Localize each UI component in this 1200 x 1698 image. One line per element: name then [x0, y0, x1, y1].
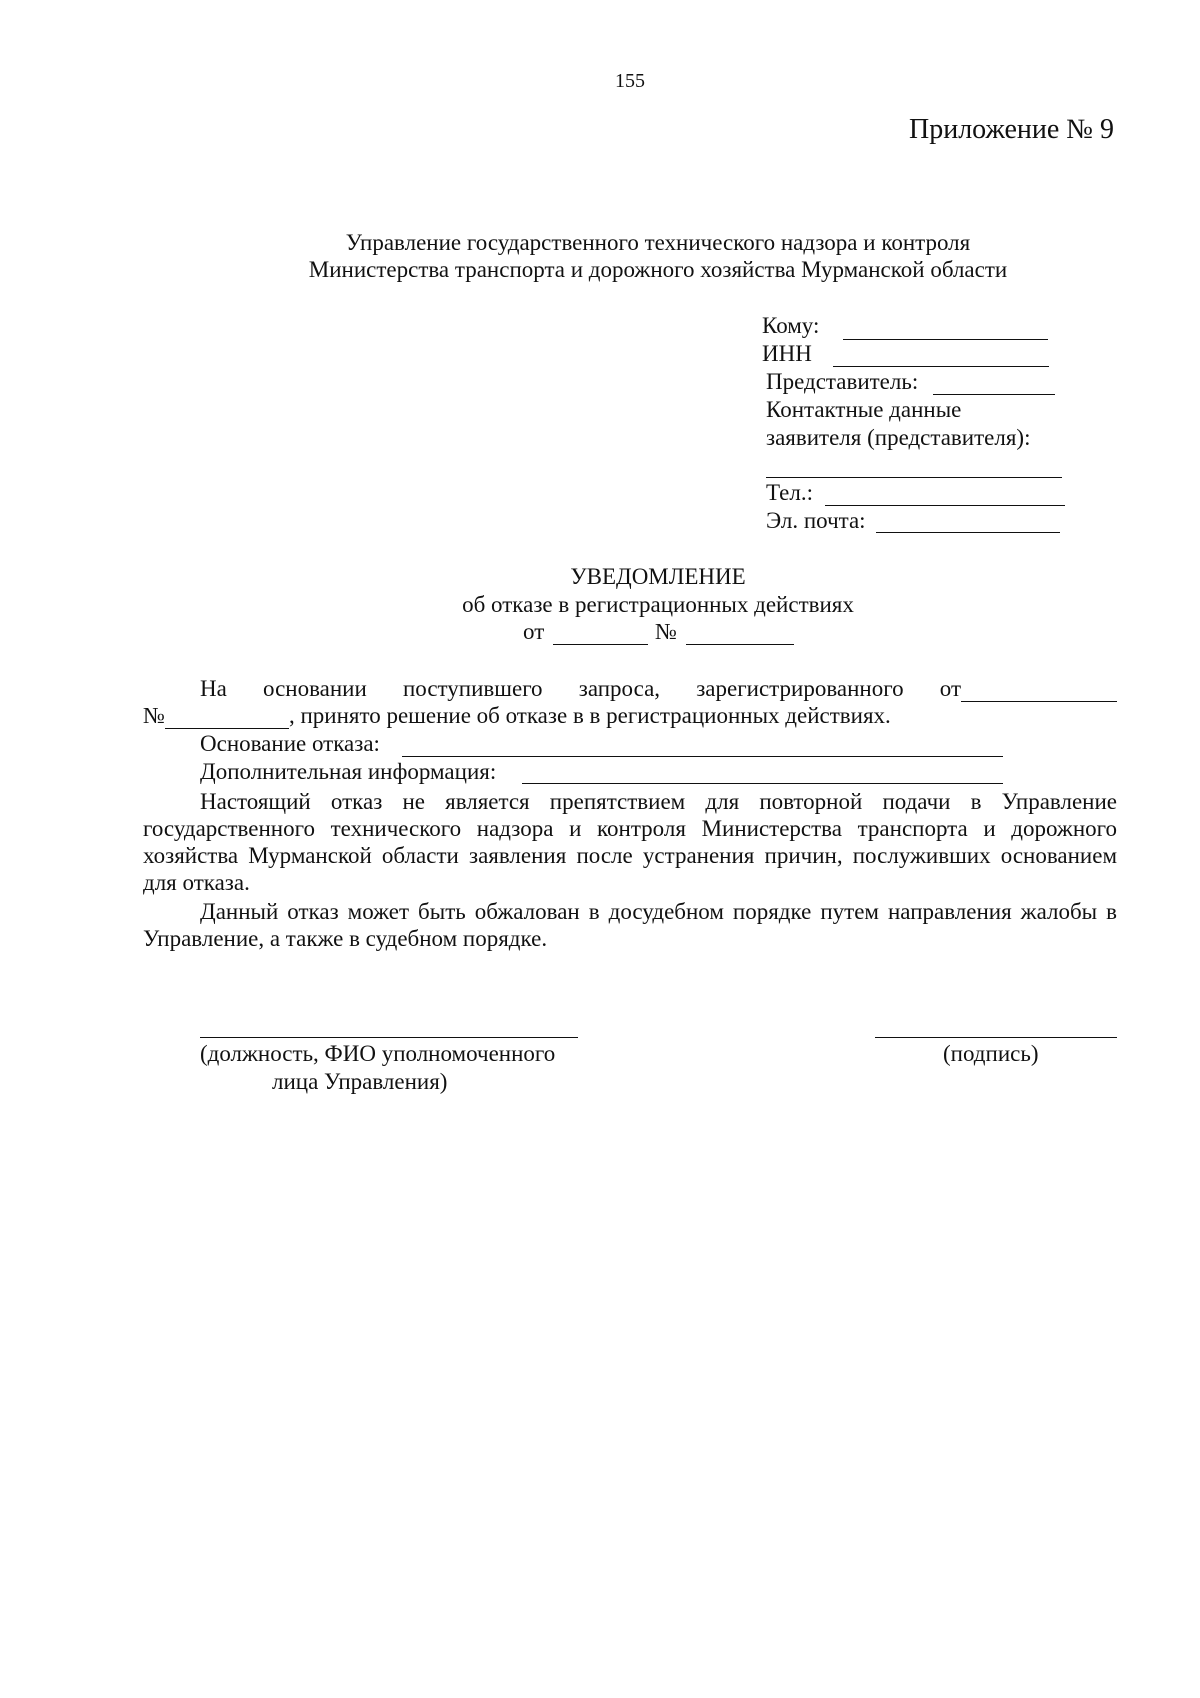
- position-caption-line-2: лица Управления): [272, 1069, 448, 1094]
- to-label: Кому:: [762, 313, 820, 338]
- position-caption-line-1: (должность, ФИО уполномоченного: [200, 1041, 556, 1066]
- request-number-line: [165, 708, 289, 729]
- page-number: 155: [615, 70, 645, 92]
- notice-from-label: от: [523, 619, 545, 644]
- signature-caption: (подпись): [943, 1041, 1039, 1066]
- p1-end-text: , принято решение об отказе в в регистрационных действиях.: [288, 703, 891, 728]
- organization-line-1: Управление государственного технического надзора и контроля: [345, 230, 971, 255]
- phone-label: Тел.:: [766, 480, 813, 505]
- contacts-label-line-1: Контактные данные: [766, 397, 962, 422]
- body-paragraph-3: Данный отказ может быть обжалован в досудебном порядке путем направления жалобы в Управление, а также в судебном порядке.: [143, 899, 1117, 951]
- appendix-label: Приложение № 9: [909, 114, 1114, 145]
- notice-number-line: [686, 644, 794, 645]
- notice-number-label: №: [655, 619, 677, 644]
- extra-info-field-line: [522, 783, 1003, 784]
- body-paragraph-2: Настоящий отказ не является препятствием для повторной подачи в Управление государственного технического надзора и контроля Министерства транспорта и дорожного хозяйства Мурманской области заявления после устранения причин, послуживших основанием для отказа.: [143, 789, 1117, 895]
- notice-date-line: [553, 644, 648, 645]
- contacts-label-line-2: заявителя (представителя):: [766, 425, 1031, 450]
- notice-subtitle: об отказе в регистрационных действиях: [462, 592, 854, 617]
- organization-line-2: Министерства транспорта и дорожного хозяйства Мурманской области: [308, 257, 1008, 282]
- phone-field-line: [825, 505, 1065, 506]
- signature-line: [875, 1037, 1117, 1038]
- request-date-line: [961, 681, 1117, 702]
- to-field-line: [843, 339, 1048, 340]
- email-label: Эл. почта:: [766, 508, 866, 533]
- extra-info-label: Дополнительная информация:: [200, 759, 497, 784]
- contacts-field-line: [766, 477, 1062, 478]
- reason-field-line: [402, 756, 1003, 757]
- email-field-line: [876, 532, 1060, 533]
- position-name-line: [200, 1037, 578, 1038]
- notice-title: УВЕДОМЛЕНИЕ: [570, 564, 746, 589]
- inn-field-line: [833, 366, 1049, 367]
- p1-number-sign: №: [143, 703, 165, 728]
- representative-label: Представитель:: [766, 369, 919, 394]
- representative-field-line: [933, 394, 1055, 395]
- p1-start-text: На основании поступившего запроса, зарегистрированного от: [200, 676, 961, 701]
- body-paragraph-1-line-2: [143, 703, 891, 729]
- reason-label: Основание отказа:: [200, 731, 380, 756]
- body-paragraph-1-line-1: [143, 675, 1117, 702]
- inn-label: ИНН: [762, 341, 812, 366]
